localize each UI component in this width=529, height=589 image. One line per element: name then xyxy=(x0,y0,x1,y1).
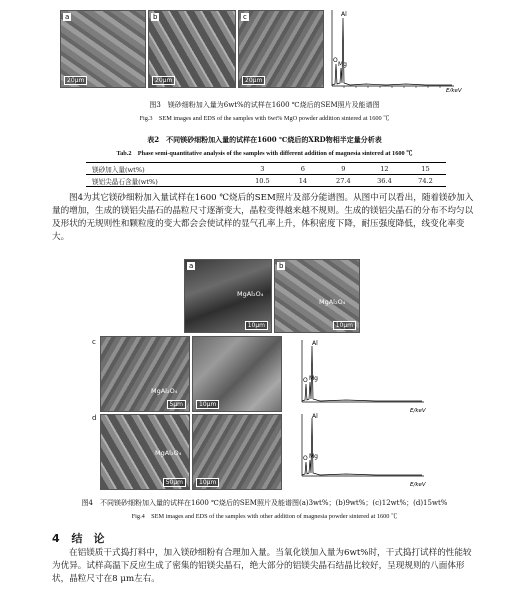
table-cell: 10.5 xyxy=(255,176,270,185)
fig4-eds-spectrum-c xyxy=(296,338,436,414)
table-cell: 27.4 xyxy=(336,176,351,185)
table-cell: 74.2 xyxy=(418,176,433,185)
fig4-sem-panel-b xyxy=(274,259,360,333)
section-title: 结 论 xyxy=(71,532,105,545)
eds-axis-label: E/keV xyxy=(410,482,426,488)
panel-tag: b xyxy=(279,262,284,270)
panel-tag: a xyxy=(189,262,194,270)
scale-bar: 20μm xyxy=(242,76,265,85)
table-cell: 15 xyxy=(421,164,430,173)
table2-caption-cn: 表2 不同镁砂细粉加入量的试样在1600 ℃烧后的XRD物相半定量分析表 xyxy=(147,135,382,144)
fig4-panel-c-tag: c xyxy=(92,338,96,346)
fig3-caption-cn: 图3 镁砂细粉加入量为6wt%的试样在1600 ℃烧后的SEM照片及能谱图 xyxy=(149,101,380,109)
fig4-caption-en: Fig.4 SEM images and EDS of the samples with other addition of magnesia powder sintered at 1600 ℃ xyxy=(131,513,398,520)
fig4-sem-panel-c1 xyxy=(100,336,190,412)
scale-bar: 10μm xyxy=(245,321,268,330)
section-number: 4 xyxy=(52,532,60,545)
phase-label: MgAl₂O₄ xyxy=(151,387,178,395)
table-cell: 14 xyxy=(298,176,308,185)
panel-tag: c xyxy=(243,13,247,21)
fig4-sem-panel-a xyxy=(184,259,272,333)
fig3-eds-spectrum xyxy=(326,6,466,92)
table-cell: 3 xyxy=(260,164,265,173)
fig4-panel-d-tag: d xyxy=(92,414,97,422)
section-heading xyxy=(52,530,105,546)
eds-peak-o: O xyxy=(303,377,308,384)
body-paragraph-2: 在铝镁质干式捣打料中，加入镁砂细粉有合理加入量。当氧化镁加入量为6wt%时，干式捣打试样的性能较为优异。试样高温下反应生成了密集的铝镁尖晶石，绝大部分的铝镁尖晶石结晶比较好，呈现规则的八面体形状，晶粒尺寸在8 μm左右。 xyxy=(52,548,472,584)
eds-axis-label: E/keV xyxy=(410,408,426,414)
phase-label: MgAl₂O₄ xyxy=(155,449,182,457)
table-cell: 36.4 xyxy=(377,176,392,185)
eds-peak-al: Al xyxy=(312,340,318,347)
fig4-caption-cn: 图4 不同镁砂细粉加入量的试样在1600 ℃烧后的SEM照片及能谱图(a)3wt%；(b)9wt%；(c)12wt%；(d)15wt% xyxy=(81,499,448,507)
panel-tag: b xyxy=(153,13,158,21)
eds-peak-mg: Mg xyxy=(309,375,318,382)
fig3-sem-panel-b xyxy=(148,10,236,88)
panel-tag: a xyxy=(65,13,70,21)
eds-peak-o: O xyxy=(303,455,308,462)
eds-peak-al: Al xyxy=(341,11,347,18)
fig4-sem-panel-d1 xyxy=(100,414,190,490)
fig3-sem-panel-a xyxy=(60,10,146,88)
scale-bar: 10μm xyxy=(196,400,219,409)
eds-peak-mg: Mg xyxy=(338,61,347,68)
scale-bar: 5μm xyxy=(167,400,186,409)
fig4-sem-panel-d2 xyxy=(192,414,282,490)
table-cell: 12 xyxy=(380,164,389,173)
fig3-sem-panel-c xyxy=(238,10,324,88)
row-label: 镁铝尖晶石含量(wt%) xyxy=(92,177,158,186)
eds-peak-o: O xyxy=(333,57,338,64)
body-paragraph-1: 图4为其它镁砂细粉加入量试样在1600 ℃烧后的SEM照片及部分能谱图。从图中可以看出，随着镁砂加入量的增加，生成的镁铝尖晶石的晶粒尺寸逐渐变大，晶粒变得越来越不规则。生成的镁铝尖晶石的分布不均匀以及形状的无规则性和颗粒度的变大都会会使试样的显气孔率上升，体积密度下降，耐压强度降低，线变化率变大。 xyxy=(52,193,474,242)
table-cell: 9 xyxy=(341,164,346,173)
scale-bar: 50μm xyxy=(163,478,186,487)
scale-bar: 10μm xyxy=(196,478,219,487)
scale-bar: 20μm xyxy=(64,76,87,85)
eds-axis-label: E/keV xyxy=(446,88,462,92)
row-label: 镁砂加入量(wt%) xyxy=(92,165,145,174)
scale-bar: 20μm xyxy=(152,76,175,85)
eds-peak-mg: Mg xyxy=(309,453,318,460)
table-row xyxy=(86,175,446,187)
phase-label: MgAl₂O₄ xyxy=(319,298,346,306)
phase-label: MgAl₂O₄ xyxy=(237,290,264,298)
fig3-caption-en: Fig.3 SEM images and EDS of the samples with 6wt% MgO powder addition sintered at 1600 ℃ xyxy=(139,115,390,122)
fig4-eds-spectrum-d xyxy=(296,412,436,488)
table2-caption-en: Tab.2 Phase semi-quantitative analysis of the samples with different addition of magnesia sintered at 1600 ℃ xyxy=(116,150,413,157)
xrd-table xyxy=(86,162,446,187)
fig4-sem-panel-c2 xyxy=(192,336,282,412)
table-row xyxy=(86,163,446,175)
table-cell: 6 xyxy=(300,164,305,173)
eds-peak-al: Al xyxy=(312,413,318,420)
scale-bar: 10μm xyxy=(333,321,356,330)
